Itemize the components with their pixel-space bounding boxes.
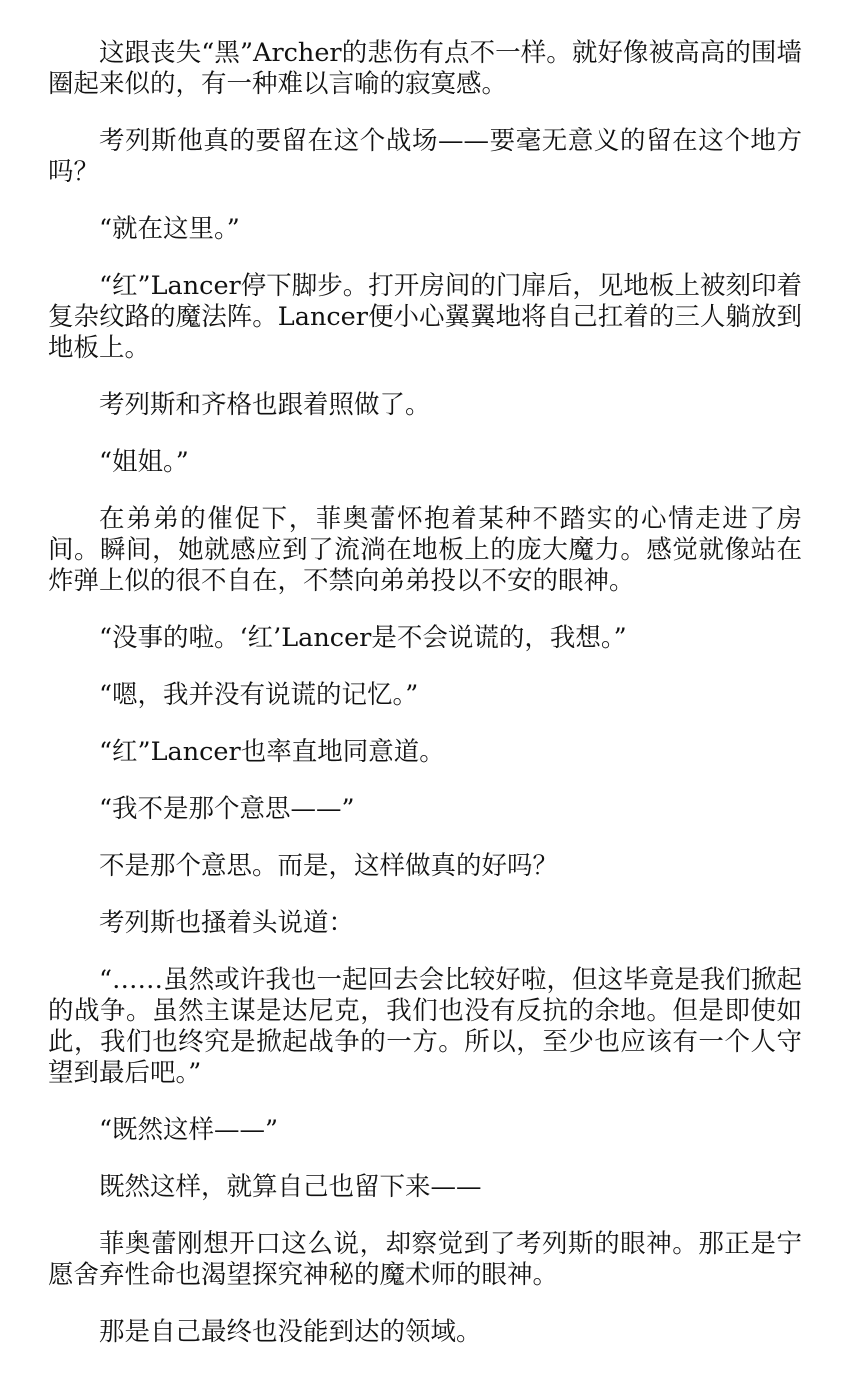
paragraph: 考列斯也搔着头说道： xyxy=(99,908,355,938)
paragraph: 这跟丧失“黑”Archer的悲伤有点不一样。就好像被高高的围墙圈起来似的，有一种难以言喻的寂寞感。 xyxy=(48,38,802,99)
paragraph: 考列斯和齐格也跟着照做了。 xyxy=(99,390,431,420)
paragraph: 不是那个意思。而是，这样做真的好吗？ xyxy=(99,851,559,881)
paragraph: 在弟弟的催促下，菲奥蕾怀抱着某种不踏实的心情走进了房间。瞬间，她就感应到了流淌在地板上的庞大魔力。感觉就像站在炸弹上似的很不自在，不禁向弟弟投以不安的眼神。 xyxy=(48,504,802,596)
paragraph: “没事的啦。‘红’Lancer是不会说谎的，我想。” xyxy=(99,623,627,653)
paragraph: “……虽然或许我也一起回去会比较好啦，但这毕竟是我们掀起的战争。虽然主谋是达尼克，我们也没有反抗的余地。但是即使如此，我们也终究是掀起战争的一方。所以，至少也应该有一个人守望到最后吧。” xyxy=(48,965,802,1088)
paragraph: 那是自己最终也没能到达的领域。 xyxy=(99,1317,482,1347)
paragraph: “红”Lancer停下脚步。打开房间的门扉后，见地板上被刻印着复杂纹路的魔法阵。Lancer便小心翼翼地将自己扛着的三人躺放到地板上。 xyxy=(48,271,802,363)
paragraph: 考列斯他真的要留在这个战场——要毫无意义的留在这个地方吗？ xyxy=(48,126,802,187)
paragraph: “红”Lancer也率直地同意道。 xyxy=(99,737,445,767)
paragraph: “既然这样——” xyxy=(99,1115,279,1145)
paragraph: “我不是那个意思——” xyxy=(99,794,355,824)
paragraph: “就在这里。” xyxy=(99,214,240,244)
paragraph: “嗯，我并没有说谎的记忆。” xyxy=(99,680,419,710)
paragraph: 菲奥蕾刚想开口这么说，却察觉到了考列斯的眼神。那正是宁愿舍弃性命也渴望探究神秘的魔术师的眼神。 xyxy=(48,1229,802,1290)
paragraph: “姐姐。” xyxy=(99,447,189,477)
paragraph: 既然这样，就算自己也留下来—— xyxy=(99,1172,482,1202)
